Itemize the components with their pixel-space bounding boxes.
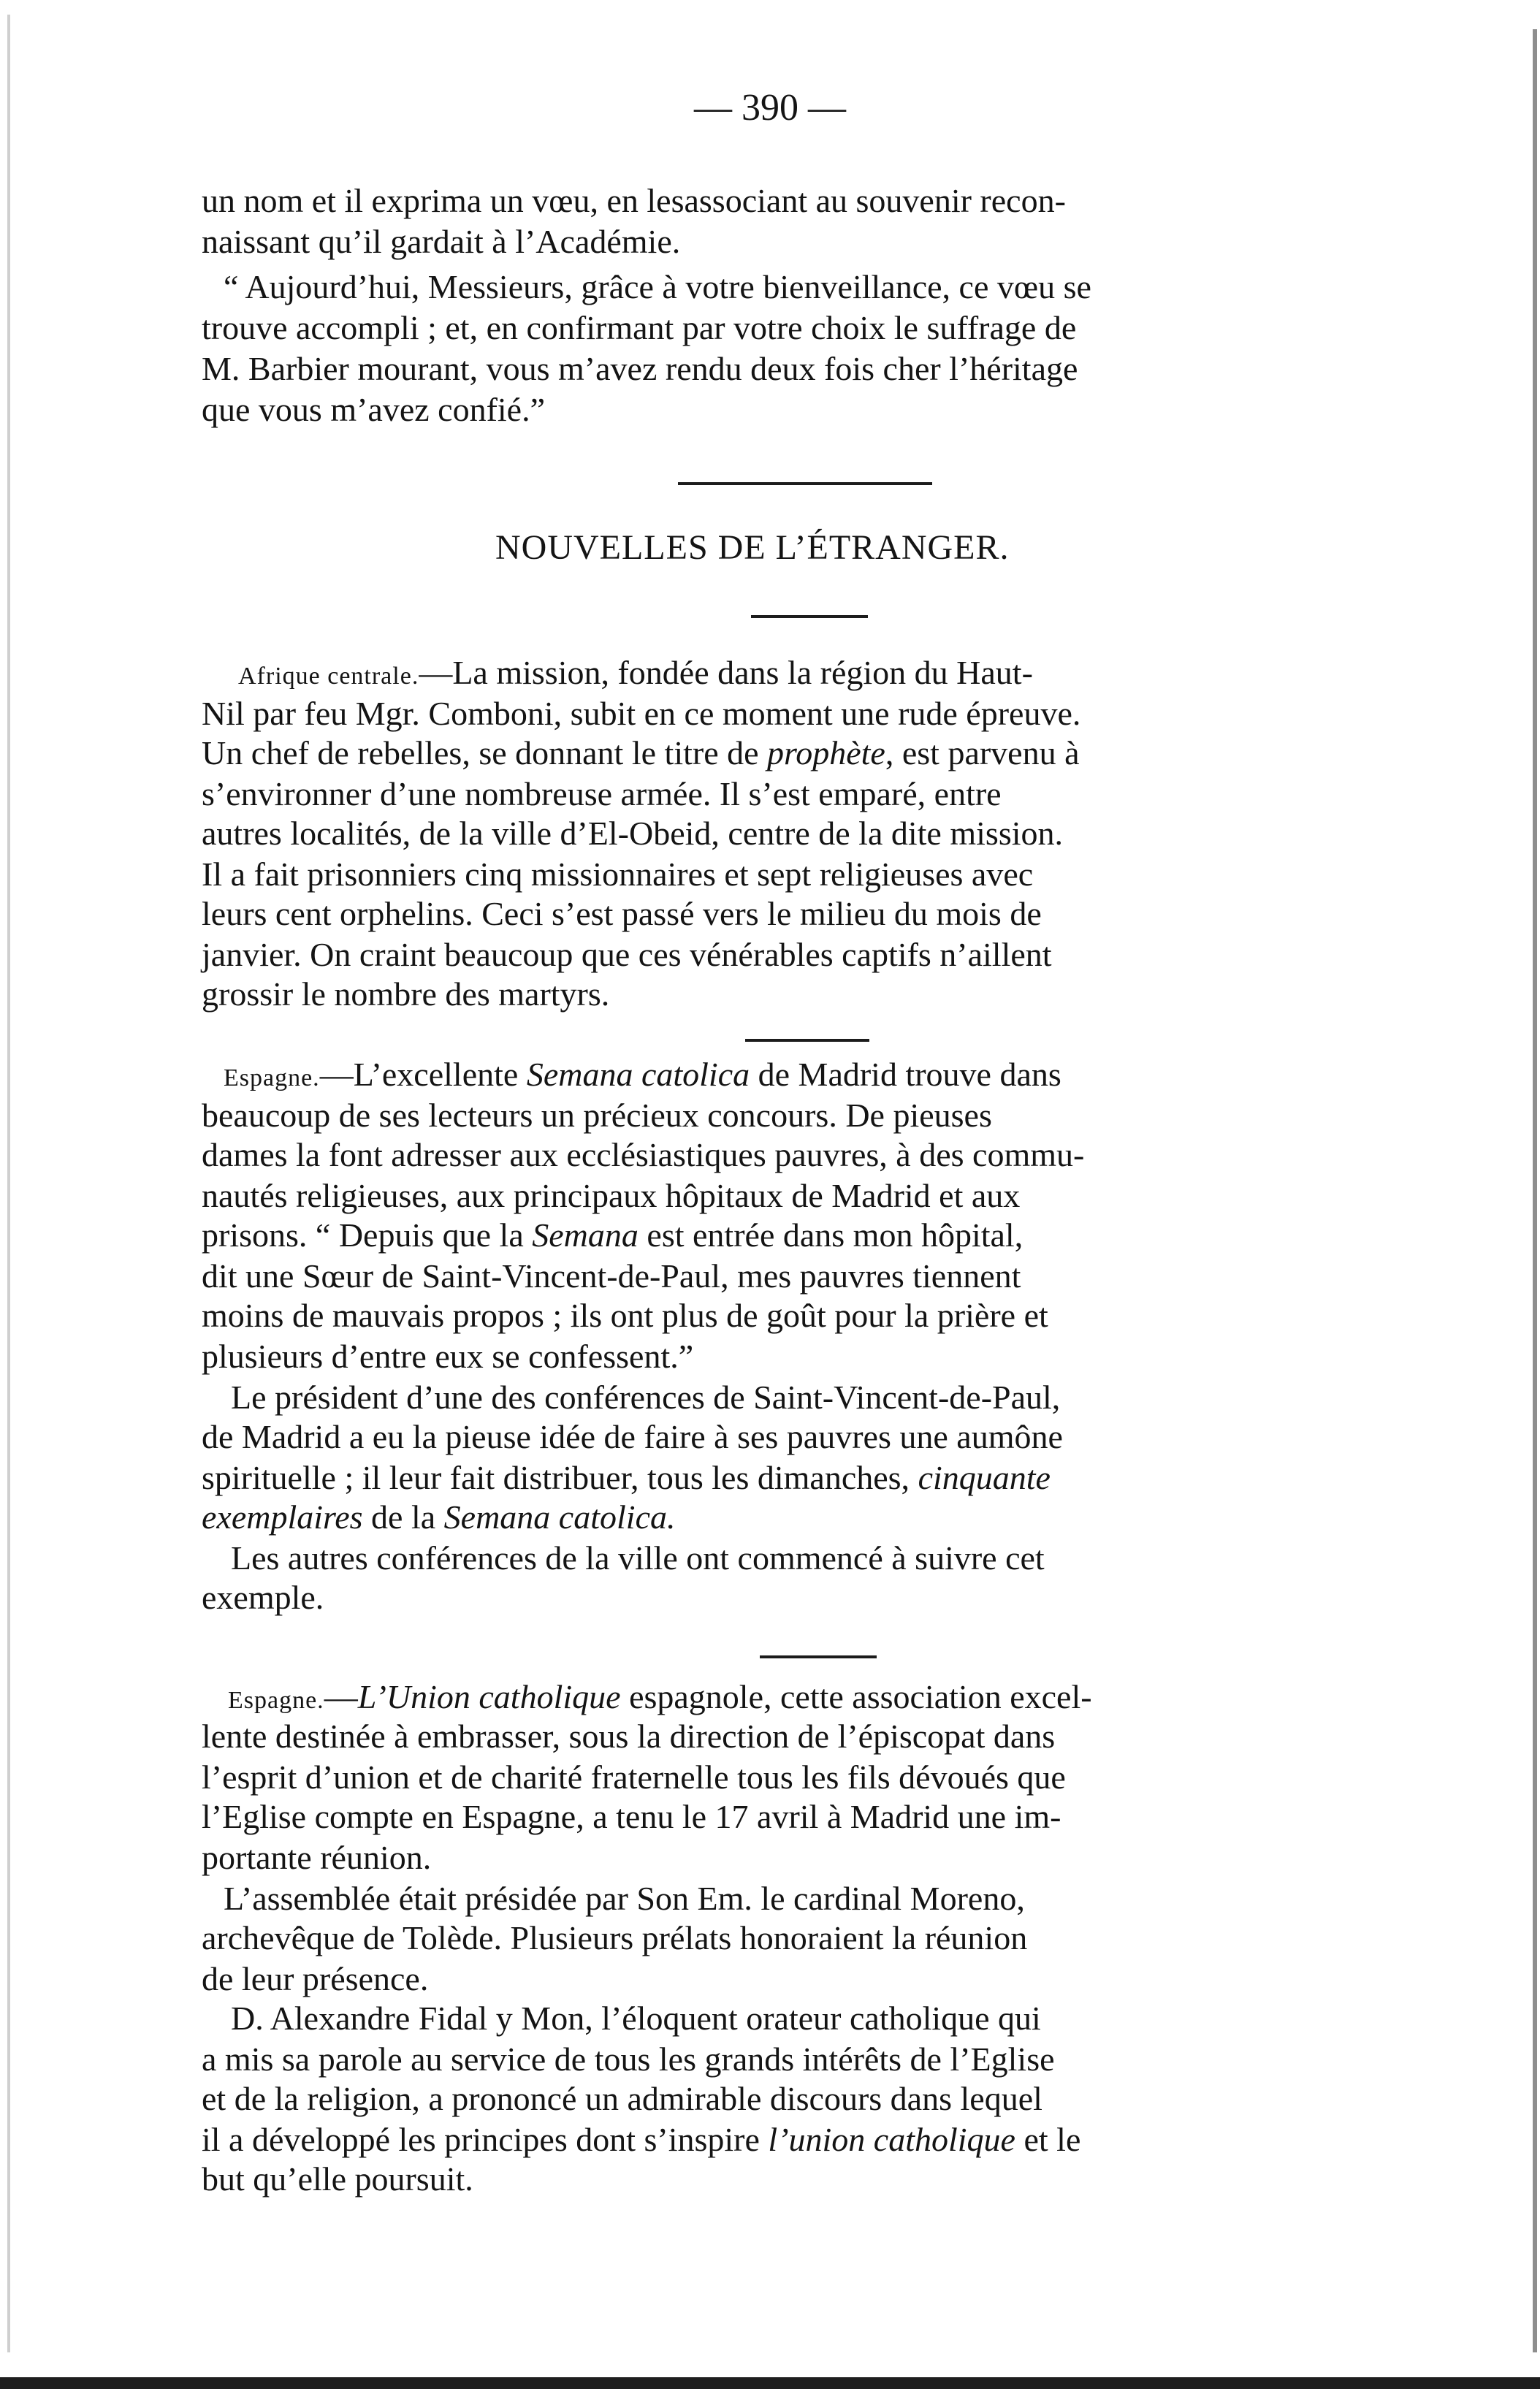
text-line: Un chef de rebelles, se donnant le titre de prophète, est parvenu à <box>202 734 1080 771</box>
text-line: “ Aujourd’hui, Messieurs, grâce à votre bienveillance, ce vœu se <box>224 268 1091 305</box>
text-line: Nil par feu Mgr. Comboni, subit en ce moment une rude épreuve. <box>202 695 1081 732</box>
article-rule <box>745 1039 869 1042</box>
text-line: et de la religion, a prononcé un admirable discours dans lequel <box>202 2080 1042 2117</box>
text-line: s’environner d’une nombreuse armée. Il s’est emparé, entre <box>202 775 1002 812</box>
text-line: de leur présence. <box>202 1960 429 1997</box>
text-line: dit une Sœur de Saint-Vincent-de-Paul, mes pauvres tiennent <box>202 1257 1021 1295</box>
text-line: grossir le nombre des martyrs. <box>202 975 610 1013</box>
text-line: autres localités, de la ville d’El-Obeid, centre de la dite mission. <box>202 815 1063 852</box>
article-rule <box>760 1655 877 1658</box>
text-line: plusieurs d’entre eux se confessent.” <box>202 1338 694 1375</box>
text-line: Espagne.—L’excellente Semana catolica de Madrid trouve dans <box>224 1056 1061 1093</box>
text-line: but qu’elle poursuit. <box>202 2160 473 2198</box>
text-line: beaucoup de ses lecteurs un précieux concours. De pieuses <box>202 1097 992 1134</box>
article-label: Espagne. <box>224 1064 320 1091</box>
text-line: janvier. On craint beaucoup que ces vénérables captifs n’aillent <box>202 936 1052 973</box>
article-label: Afrique centrale. <box>238 663 419 690</box>
text-line: l’Eglise compte en Espagne, a tenu le 17 avril à Madrid une im- <box>202 1798 1061 1835</box>
page-number: — 390 — <box>694 87 846 129</box>
text-line: exemplaires de la Semana catolica. <box>202 1498 676 1536</box>
text-line: dames la font adresser aux ecclésiastiques pauvres, à des commu- <box>202 1136 1085 1173</box>
page-edge-right <box>1533 29 1537 2352</box>
text-line: spirituelle ; il leur fait distribuer, tous les dimanches, cinquante <box>202 1459 1051 1496</box>
section-title: NOUVELLES DE L’ÉTRANGER. <box>495 528 1010 567</box>
text-line: Espagne.—L’Union catholique espagnole, cette association excel- <box>228 1678 1092 1715</box>
text-line: de Madrid a eu la pieuse idée de faire à ses pauvres une aumône <box>202 1418 1063 1455</box>
text-line: un nom et il exprima un vœu, en lesassociant au souvenir recon- <box>202 182 1066 219</box>
text-line: D. Alexandre Fidal y Mon, l’éloquent orateur catholique qui <box>231 2000 1041 2037</box>
text-line: lente destinée à embrasser, sous la direction de l’épiscopat dans <box>202 1718 1056 1755</box>
text-line: l’esprit d’union et de charité fraternelle tous les fils dévoués que <box>202 1758 1066 1796</box>
text-line: a mis sa parole au service de tous les grands intérêts de l’Eglise <box>202 2040 1055 2078</box>
text-line: nautés religieuses, aux principaux hôpitaux de Madrid et aux <box>202 1177 1021 1214</box>
text-line: Afrique centrale.—La mission, fondée dans la région du Haut- <box>238 654 1033 691</box>
text-line: Il a fait prisonniers cinq missionnaires et sept religieuses avec <box>202 855 1034 893</box>
text-line: que vous m’avez confié.” <box>202 391 546 428</box>
text-line: trouve accompli ; et, en confirmant par votre choix le suffrage de <box>202 309 1077 346</box>
page-edge-left <box>7 15 10 2352</box>
text-line: Le président d’une des conférences de Saint-Vincent-de-Paul, <box>231 1379 1061 1416</box>
text-line: prisons. “ Depuis que la Semana est entrée dans mon hôpital, <box>202 1216 1024 1254</box>
text-line: exemple. <box>202 1579 324 1616</box>
text-line: il a développé les principes dont s’inspire l’union catholique et le <box>202 2121 1081 2158</box>
text-line: portante réunion. <box>202 1839 432 1876</box>
text-line: M. Barbier mourant, vous m’avez rendu deux fois cher l’héritage <box>202 350 1078 387</box>
article-label: Espagne. <box>228 1687 324 1714</box>
page-edge-bottom <box>0 2377 1540 2389</box>
text-line: moins de mauvais propos ; ils ont plus de goût pour la prière et <box>202 1297 1048 1334</box>
text-line: Les autres conférences de la ville ont commencé à suivre cet <box>231 1539 1045 1577</box>
section-rule <box>678 482 932 485</box>
section-rule <box>751 615 868 618</box>
text-line: archevêque de Tolède. Plusieurs prélats honoraient la réunion <box>202 1919 1028 1956</box>
text-line: naissant qu’il gardait à l’Académie. <box>202 223 681 260</box>
text-line: L’assemblée était présidée par Son Em. le cardinal Moreno, <box>224 1880 1025 1917</box>
text-line: leurs cent orphelins. Ceci s’est passé vers le milieu du mois de <box>202 895 1042 932</box>
